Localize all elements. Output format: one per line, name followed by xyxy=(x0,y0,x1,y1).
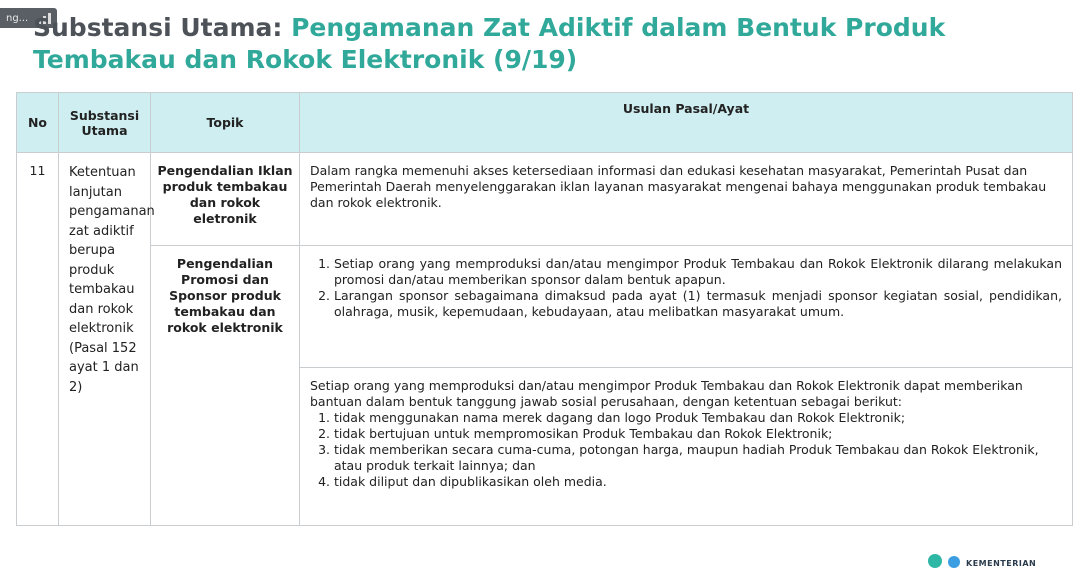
header-substansi: Substansi Utama xyxy=(59,93,151,153)
list-item: 2. tidak bertujuan untuk mempromosikan Produk Tembakau dan Rokok Elektronik; xyxy=(334,426,1062,442)
row-number: 11 xyxy=(17,153,59,526)
table-row xyxy=(17,153,1073,246)
logo-mark-icon-2 xyxy=(948,556,960,568)
table-row xyxy=(17,246,1073,368)
usulan-iklan: Dalam rangka memenuhi akses ketersediaan informasi dan edukasi kesehatan masyarakat, Pemerintah Pusat dan Pemerintah Daerah menyelenggarakan iklan layanan masyarakat mengenai bahaya menggunakan produk tembakau dan rokok elektronik. xyxy=(300,153,1073,246)
logo-mark-icon xyxy=(928,554,942,568)
usulan-csr xyxy=(300,368,1073,526)
promosi-list xyxy=(310,256,1062,320)
topik-iklan: Pengendalian Iklan produk tembakau dan rokok eletronik xyxy=(151,153,300,246)
list-item: 4. tidak diliput dan dipublikasikan oleh media. xyxy=(334,474,1062,490)
substansi-table xyxy=(16,92,1073,526)
row-substansi: Ketentuan lanjutan pengamanan zat adiktif berupa produk tembakau dan rokok elektronik (Pasal 152 ayat 1 dan 2) xyxy=(59,153,151,526)
slide-title xyxy=(33,12,1063,76)
list-item: 1. tidak menggunakan nama merek dagang dan logo Produk Tembakau dan Rokok Elektronik; xyxy=(334,410,1062,426)
badge-label: ng... xyxy=(6,12,29,24)
title-prefix: Substansi Utama: xyxy=(33,13,292,42)
header-usulan: Usulan Pasal/Ayat xyxy=(300,93,1073,153)
list-item: 3. tidak memberikan secara cuma-cuma, potongan harga, maupun hadiah Produk Tembakau dan Rokok Elektronik, atau produk terkait lainnya; dan xyxy=(334,442,1062,474)
list-item: 1. Setiap orang yang memproduksi dan/atau mengimpor Produk Tembakau dan Rokok Elektronik dilarang melakukan promosi dan/atau memberikan sponsor dalam bentuk apapun. xyxy=(334,256,1062,288)
csr-list xyxy=(310,410,1062,490)
usulan-promosi xyxy=(300,246,1073,368)
csr-intro: Setiap orang yang memproduksi dan/atau mengimpor Produk Tembakau dan Rokok Elektronik dapat memberikan bantuan dalam bentuk tanggung jawab sosial perusahaan, dengan ketentuan sebagai berikut: xyxy=(310,378,1023,409)
table-header-row xyxy=(17,93,1073,153)
list-item: 2. Larangan sponsor sebagaimana dimaksud pada ayat (1) termasuk menjadi sponsor kegiatan sosial, pendidikan, olahraga, musik, kepemudaan, kebudayaan, atau melibatkan masyarakat umum. xyxy=(334,288,1062,320)
ministry-logo xyxy=(928,554,1036,568)
topik-promosi: Pengendalian Promosi dan Sponsor produk tembakau dan rokok elektronik xyxy=(151,246,300,526)
header-topik: Topik xyxy=(151,93,300,153)
header-no: No xyxy=(17,93,59,153)
title-rest: Pengamanan Zat Adiktif dalam Bentuk Produk Tembakau dan Rokok Elektronik (9/19) xyxy=(33,13,946,74)
logo-text: KEMENTERIAN xyxy=(966,559,1037,568)
